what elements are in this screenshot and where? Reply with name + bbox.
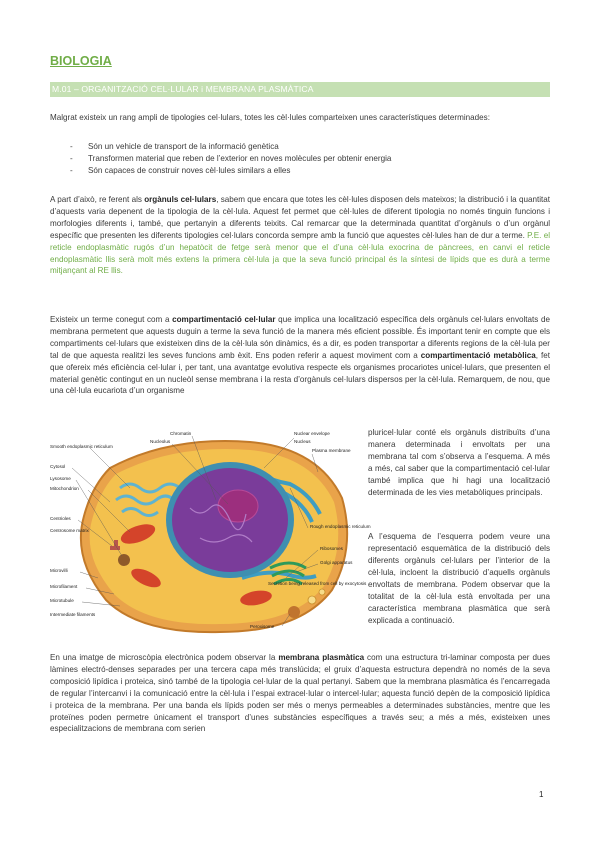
- label-ribosomes: Ribosomes: [320, 546, 343, 551]
- label-nuclear-envelope: Nuclear envelope: [294, 431, 330, 436]
- text-run: que implica una localització específica dels orgànuls cel·lulars envoltats de membrana permetent que aquests duguin a terme la seva funció de la manera més eficient possible. És important tenir en compte que els compartiments cel·lulars que existeixen dins de la cèl·lula són dinàmics, és a dir, es poden transportar a diferents regions de la cèl·lula per tal de que aquesta realitzi les seves funcions amb èxit. Ens poden referir a aquest moviment com a: [50, 315, 550, 360]
- term-organuls: orgànuls cel·lulars: [144, 195, 217, 204]
- term-compartimentacio-metabolica: compartimentació metabòlica: [420, 350, 536, 360]
- intro-paragraph: Malgrat existeix un rang ampli de tipologies cel·lulars, totes les cèl·lules comparteixen unes característiques determinades:: [50, 113, 490, 122]
- list-item: - Transformen material que reben de l’exterior en noves molècules per obtenir energia: [70, 153, 391, 165]
- label-lysosome: Lysosome: [50, 476, 71, 481]
- text-run: A part d’això, re ferent als: [50, 195, 145, 204]
- document-title: BIOLOGIA: [50, 54, 112, 68]
- label-golgi: Golgi apparatus: [320, 560, 353, 565]
- label-nucleus: Nucleus: [294, 439, 311, 444]
- lysosome-shape: [118, 554, 130, 566]
- label-nucleolus: Nucleolus: [150, 439, 171, 444]
- characteristics-list: [70, 141, 391, 178]
- example-note: P.E. el reticle endoplasmàtic rugós d’un hepatòcit de fetge serà menor que el d’una cèl·lula exocrina de pàncrees, en canvi el reticle endoplasmàtic llis serà molt més extens la primera cèl·lula ja que la seva funció principal és la síntesi de lípids que es durà a terme mitjançant al RE llis.: [50, 230, 550, 276]
- label-microtubule: Microtubule: [50, 598, 74, 603]
- text-run: En una imatge de microscòpia electrònica podem observar la: [50, 653, 279, 662]
- peroxisome-shape: [288, 606, 300, 618]
- animal-cell-diagram: [50, 428, 371, 636]
- organelles-paragraph: [50, 194, 550, 277]
- nucleolus-shape: [218, 490, 258, 522]
- label-microvilli: Microvilli: [50, 568, 68, 573]
- list-item: - Són un vehicle de transport de la informació genètica: [70, 141, 391, 153]
- label-microfilament: Microfilament: [50, 584, 78, 589]
- label-smooth-er: Smooth endoplasmic reticulum: [50, 444, 113, 449]
- label-centrosome: Centrosome matrix: [50, 528, 89, 533]
- page-number: 1: [539, 790, 544, 799]
- text-run: com una estructura tri-laminar composta per dues làmines electró-denses separades per una tercera capa més translúcida; el gruix d’aquesta estructura dependrà no només de la seva composició lipídica i proteica, sinó també de la tipologia cel·lular de la qual pertanyi. Sabem que la membrana plasmàtica és l’encarregada de regular l’intercanvi i la comunicació entre la cèl·lula i l’espai extracel·lular o intercel·lular; aquesta funció depèn de la composició lipídica i proteica de la membrana. Per una banda els lípids poden ser més o menys permeables a determinades substàncies, mentre que les proteïnes poden permetre únicament el transport d’unes substàncies específiques a través seu; a més a més, existeixen unes especialitzacions de membrana com serien: [50, 653, 550, 734]
- section-heading: M.01 – ORGANITZACIÓ CEL·LULAR i MEMBRANA PLASMÀTICA: [52, 84, 314, 94]
- label-cytosol: Cytosol: [50, 464, 66, 469]
- side-paragraph-2: A l’esquema de l’esquerra podem veure una representació esquemàtica de la distribució dels diferents orgànuls cel·lulars per l’interior de la cèl·lula, incloent la distribució d’aquells orgànuls envoltats de membrana. Podem observar que la totalitat de la cèl·lula està envoltada per una característica membrana plasmàtica que serà explicada a continuació.: [368, 532, 550, 625]
- label-mitochondrion: Mitochondrion: [50, 486, 79, 491]
- text-run: , fet que ofereix més eficiència cel·lular i, per tant, una avantatge evolutiva respecte els organismes procariotes unicel·lulars, que presenten el material genètic contingut en un nucleòl sense membrana i la resta d’orgànuls cel·lulars dispersos per la cèl·lula. Remarquem, de nou, que una cèl·lula eucariota d’un organisme: [50, 350, 550, 396]
- compartment-paragraph: [50, 314, 550, 397]
- label-rough-er: Rough endoplasmic reticulum: [310, 524, 371, 529]
- label-peroxisome: Peroxisome: [250, 624, 275, 629]
- label-chromatin: Chromatin: [170, 431, 192, 436]
- label-secretion: Secretion being released from cell by exocytosis: [268, 581, 367, 586]
- side-paragraph-1: pluricel·lular conté els orgànuls distribuïts d’una manera determinada i envoltats per una membrana tal com s’observa a l’esquema. A més a més, cal saber que la compartimentació cel·lular també implica que hi hagi una localització determinada de les vies metabòliques principals.: [368, 428, 550, 497]
- term-membrana-plasmatica: membrana plasmàtica: [278, 653, 365, 662]
- list-item: - Són capaces de construir noves cèl·lules similars a elles: [70, 165, 391, 177]
- label-intermediate: Intermediate filaments: [50, 612, 96, 617]
- text-run: Existeix un terme conegut com a: [50, 315, 173, 324]
- section-heading-band: [50, 82, 550, 97]
- label-plasma-membrane: Plasma membrane: [312, 448, 351, 453]
- text-run: , sabem que encara que totes les cèl·lules disposen dels mateixos; la distribució i la quantitat d’aquests varia depenent de la tipologia de la cèl·lula. Aquest fet permet que cèl·lules de diferent tipologia no només tinguin funcions i morfologies diferents i, també, que pertanyin a diferents teixits. Cal remarcar que la determinada quantitat d’orgànuls o d’un orgànul específic que presenten les diferents tipologies cel·lulars concorda sempre amb la funció que aquestes cèl·lules han de dur a terme.: [50, 195, 550, 240]
- term-compartimentacio: compartimentació cel·lular: [172, 315, 276, 324]
- label-centrioles: Centrioles: [50, 516, 71, 521]
- membrane-paragraph: [50, 652, 550, 735]
